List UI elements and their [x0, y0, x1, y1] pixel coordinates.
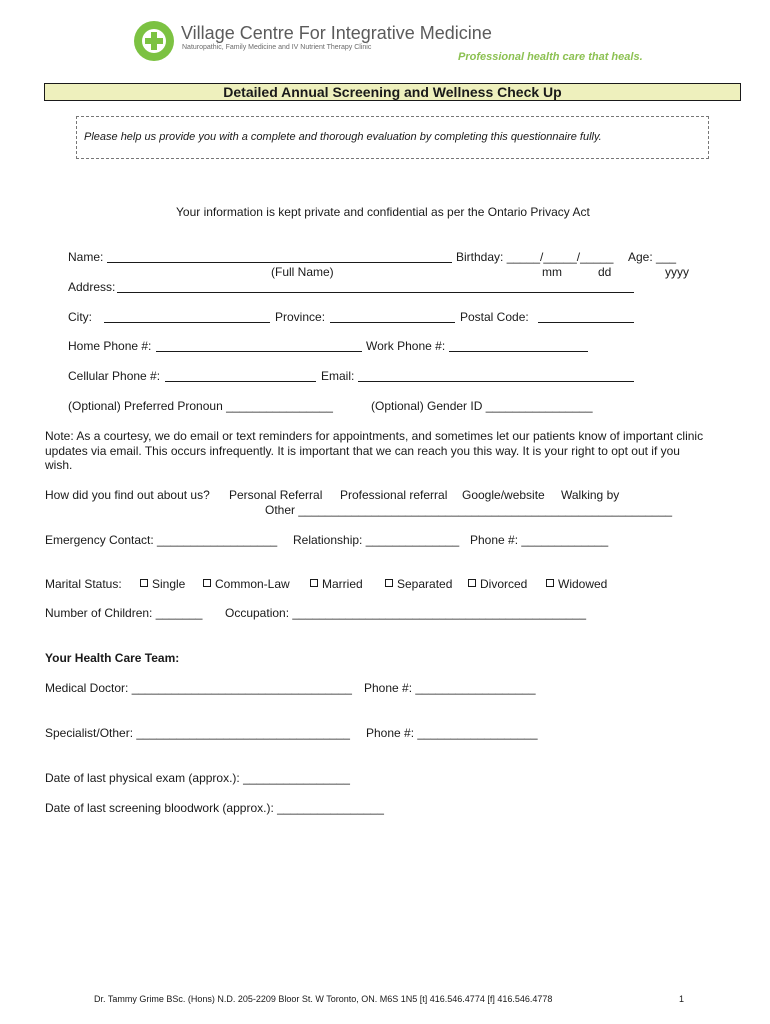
- option-label: Divorced: [480, 577, 528, 591]
- marital-status-label: Marital Status:: [45, 577, 122, 591]
- privacy-statement: Your information is kept private and confidential as per the Ontario Privacy Act: [176, 205, 590, 219]
- postal-code-label: Postal Code:: [460, 310, 529, 324]
- referral-other[interactable]: Other ________________________________________________________: [265, 503, 673, 517]
- work-phone-label: Work Phone #:: [366, 339, 446, 353]
- brand-subtitle: Naturopathic, Family Medicine and IV Nutrient Therapy Clinic: [182, 44, 372, 51]
- referral-walking[interactable]: Walking by: [561, 488, 620, 502]
- note-line-3: wish.: [45, 458, 73, 472]
- home-phone-field[interactable]: [156, 351, 362, 352]
- marital-option-married[interactable]: [310, 577, 363, 591]
- clinic-logo: [134, 21, 174, 61]
- checkbox-icon[interactable]: [140, 579, 148, 587]
- city-label: City:: [68, 310, 92, 324]
- emergency-contact-field[interactable]: Emergency Contact: __________________: [45, 533, 278, 547]
- name-label: Name:: [68, 250, 104, 264]
- mm-hint: mm: [542, 265, 562, 279]
- full-name-hint: (Full Name): [271, 265, 334, 279]
- option-label: Separated: [397, 577, 453, 591]
- referral-professional[interactable]: Professional referral: [340, 488, 448, 502]
- emergency-phone-field[interactable]: Phone #: _____________: [470, 533, 609, 547]
- option-label: Married: [322, 577, 363, 591]
- province-field[interactable]: [330, 322, 455, 323]
- email-label: Email:: [321, 369, 355, 383]
- last-bloodwork-field[interactable]: Date of last screening bloodwork (approx.): ________________: [45, 801, 384, 815]
- occupation-field[interactable]: Occupation: ____________________________________________: [225, 606, 587, 620]
- marital-option-widowed[interactable]: [546, 577, 607, 591]
- cell-phone-field[interactable]: [165, 381, 316, 382]
- last-physical-field[interactable]: Date of last physical exam (approx.): ________________: [45, 771, 350, 785]
- specialist-phone-field[interactable]: Phone #: __________________: [366, 726, 538, 740]
- health-team-heading: Your Health Care Team:: [45, 651, 180, 665]
- address-label: Address:: [68, 280, 116, 294]
- home-phone-label: Home Phone #:: [68, 339, 152, 353]
- option-label: Common-Law: [215, 577, 290, 591]
- relationship-field[interactable]: Relationship: ______________: [293, 533, 460, 547]
- medical-doctor-field[interactable]: Medical Doctor: _________________________________: [45, 681, 352, 695]
- medical-doctor-phone-field[interactable]: Phone #: __________________: [364, 681, 536, 695]
- referral-google[interactable]: Google/website: [462, 488, 545, 502]
- page-number: 1: [679, 994, 685, 1004]
- footer-contact: Dr. Tammy Grime BSc. (Hons) N.D. 205-2209 Bloor St. W Toronto, ON. M6S 1N5 [t] 416.546.4774 [f] 416.546.4778: [94, 994, 553, 1004]
- cell-phone-label: Cellular Phone #:: [68, 369, 161, 383]
- birthday-field[interactable]: Birthday: _____/_____/_____: [456, 250, 614, 264]
- tagline: Professional health care that heals.: [458, 51, 643, 63]
- email-field[interactable]: [358, 381, 634, 382]
- brand-name: Village Centre For Integrative Medicine: [181, 23, 492, 43]
- gender-id-field[interactable]: (Optional) Gender ID ________________: [371, 399, 593, 413]
- checkbox-icon[interactable]: [203, 579, 211, 587]
- specialist-field[interactable]: Specialist/Other: ________________________________: [45, 726, 350, 740]
- referral-question: How did you find out about us?: [45, 488, 210, 502]
- yyyy-hint: yyyy: [665, 265, 689, 279]
- marital-option-common-law[interactable]: [203, 577, 290, 591]
- form-title: Detailed Annual Screening and Wellness Check Up: [44, 83, 741, 101]
- marital-option-divorced[interactable]: [468, 577, 527, 591]
- plus-cross-icon-bar: [145, 38, 163, 44]
- city-field[interactable]: [104, 322, 270, 323]
- intro-text: Please help us provide you with a complete and thorough evaluation by completing this questionnaire fully.: [84, 131, 602, 143]
- marital-option-single[interactable]: [140, 577, 185, 591]
- pronoun-field[interactable]: (Optional) Preferred Pronoun ________________: [68, 399, 333, 413]
- name-field[interactable]: [107, 262, 452, 263]
- children-field[interactable]: Number of Children: _______: [45, 606, 203, 620]
- note-line-2: updates via email. This occurs infrequently. It is important that we can reach you this way. It is your right to opt out if you: [45, 444, 680, 458]
- checkbox-icon[interactable]: [385, 579, 393, 587]
- province-label: Province:: [275, 310, 326, 324]
- marital-option-separated[interactable]: [385, 577, 452, 591]
- option-label: Widowed: [558, 577, 608, 591]
- dd-hint: dd: [598, 265, 612, 279]
- work-phone-field[interactable]: [449, 351, 588, 352]
- checkbox-icon[interactable]: [468, 579, 476, 587]
- referral-personal[interactable]: Personal Referral: [229, 488, 323, 502]
- postal-code-field[interactable]: [538, 322, 634, 323]
- checkbox-icon[interactable]: [310, 579, 318, 587]
- note-line-1: Note: As a courtesy, we do email or text reminders for appointments, and sometimes let our patients know of important clinic: [45, 429, 704, 443]
- address-field[interactable]: [117, 292, 634, 293]
- option-label: Single: [152, 577, 186, 591]
- checkbox-icon[interactable]: [546, 579, 554, 587]
- age-field[interactable]: Age: ___: [628, 250, 677, 264]
